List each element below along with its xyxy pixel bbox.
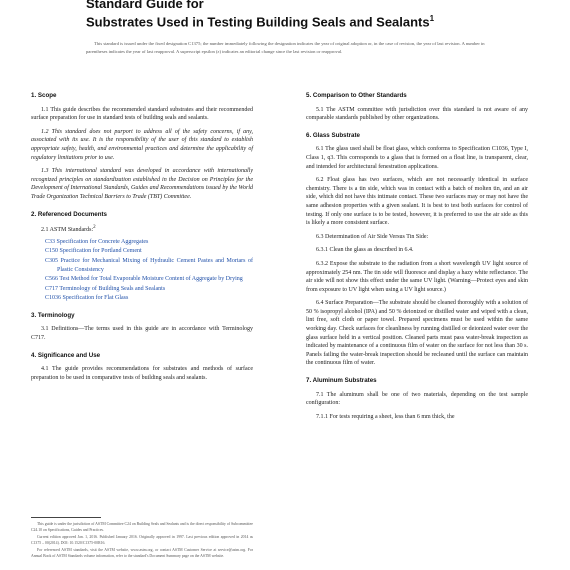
reference-item[interactable] bbox=[37, 247, 253, 256]
reference-title[interactable]: Terminology of Building Seals and Sealants bbox=[59, 285, 166, 292]
glass-6-1: 6.1 The glass used shall be float glass, which conforms to Specification C1036, Type I, Class 1, q3. This corresponds to a glass that is formed on a float line, is transparent, clear, and intended for architectural fenestration applications. bbox=[306, 146, 528, 170]
reference-code[interactable]: C150 bbox=[45, 248, 59, 255]
reference-code[interactable]: C717 bbox=[45, 285, 59, 292]
title-line-1: Standard Guide for bbox=[86, 0, 204, 11]
reference-item[interactable] bbox=[37, 285, 253, 294]
glass-6-4: 6.4 Surface Preparation—The substrate should be cleaned thoroughly with a solution of 50 % isopropyl alcohol (IPA) and 50 % deionized or distilled water and wiped with a clean, lint free, soft cloth or paper towel. Prepared specimens must be used within the same working day. Check surfaces for cleanliness by running distilled or deionized water over the glass surface held in a vertical position. Cleaned parts must pass water-break inspection as indicated by maintenance of a continuous film of water on the surface for not less than 30 s. Panels failing the water-break inspection should be recleaned until the surface can maintain the continuous film of water. bbox=[306, 300, 528, 367]
section-glass-substrate-title: 6. Glass Substrate bbox=[306, 131, 360, 139]
reference-item[interactable] bbox=[37, 275, 253, 284]
comparison-5-1: 5.1 The ASTM committee with jurisdiction over this standard is not aware of any comparable standards published by other organizations. bbox=[306, 106, 528, 122]
footnote-edition: Current edition approved Jan. 1, 2016. Published January 2016. Originally approved in 1997. Last previous edition approved in 2014 as C1375 – 00(2014). DOI: 10.1520/C1375-00R16. bbox=[31, 535, 253, 545]
section-scope-title: 1. Scope bbox=[31, 92, 57, 99]
astm-standards-label: 2.1 ASTM Standards: bbox=[41, 227, 94, 234]
glass-6-3-2: 6.3.2 Expose the substrate to the radiation from a short wavelength UV light source of approximately 254 nm. The tin side will fluoresce and display a hazy white reflectance. The air side will not show this effect under the same UV light. (Warning—Protect eyes and skin from exposure to UV light when using a UV light source.) bbox=[306, 260, 528, 293]
terminology-3-1: 3.1 Definitions—The terms used in this guide are in accordance with Terminology C717. bbox=[31, 326, 253, 342]
reference-code[interactable]: C33 bbox=[45, 238, 56, 245]
left-column bbox=[31, 88, 253, 387]
astm-standards-footnote-marker: 2 bbox=[93, 225, 96, 231]
aluminum-7-1: 7.1 The aluminum shall be one of two materials, depending on the test sample configuration: bbox=[306, 391, 528, 407]
glass-6-3: 6.3 Determination of Air Side Versus Tin Side: bbox=[316, 233, 429, 240]
footnotes bbox=[31, 522, 253, 562]
aluminum-7-1-1: 7.1.1 For tests requiring a sheet, less than 6 mm thick, the bbox=[316, 413, 455, 420]
section-terminology-title: 3. Terminology bbox=[31, 311, 75, 319]
reference-title[interactable]: Practice for Mechanical Mixing of Hydraulic Cement Pastes and Mortars of Plastic Consistency bbox=[57, 257, 254, 273]
reference-item[interactable] bbox=[37, 238, 253, 247]
right-column bbox=[306, 88, 528, 426]
section-significance-title: 4. Significance and Use bbox=[31, 351, 101, 359]
section-referenced-documents-title: 2. Referenced Documents bbox=[31, 210, 107, 218]
scope-1-2: 1.2 This standard does not purport to address all of the safety concerns, if any, associated with its use. It is the responsibility of the user of this standard to establish appropriate safety, health, and environmental practices and determine the applicability of regulatory limitations prior to use. bbox=[31, 128, 253, 161]
reference-item[interactable] bbox=[37, 257, 253, 274]
footnote-referenced-standards: For referenced ASTM standards, visit the ASTM website, www.astm.org, or contact ASTM Customer Service at service@astm.org. For Annual Book of ASTM Standards volume information, refer to the standard's Document Summary page on the ASTM website. bbox=[31, 548, 253, 558]
title-footnote-marker: 1 bbox=[429, 14, 435, 23]
footnote-divider bbox=[31, 517, 101, 518]
reference-title[interactable]: Test Method for Total Evaporable Moisture Content of Aggregate by Drying bbox=[59, 276, 243, 283]
section-comparison-title: 5. Comparison to Other Standards bbox=[306, 92, 407, 99]
document-title bbox=[86, 0, 526, 29]
significance-4-1: 4.1 The guide provides recommendations for substrates and methods of surface preparation to be used in comparative tests of building seals and sealants. bbox=[31, 366, 253, 381]
reference-item[interactable] bbox=[37, 294, 253, 303]
glass-6-3-1: 6.3.1 Clean the glass as described in 6.4. bbox=[316, 247, 414, 254]
reference-code[interactable]: C1036 bbox=[45, 295, 62, 302]
reference-title[interactable]: Specification for Flat Glass bbox=[62, 295, 129, 302]
section-aluminum-substrates-title: 7. Aluminum Substrates bbox=[306, 377, 377, 385]
reference-title[interactable]: Specification for Concrete Aggregates bbox=[56, 238, 149, 245]
scope-1-1: 1.1 This guide describes the recommended standard substrates and their recommended surface preparation for use in standard tests of building seals and sealants. bbox=[31, 106, 253, 122]
scope-1-3: 1.3 This international standard was developed in accordance with internationally recognized principles on standardization established in the Decision on Principles for the Development of International Standards, Guides and Recommendations issued by the World Trade Organization Technical Barriers to Trade (TBT) Committee. bbox=[31, 168, 253, 200]
reference-title[interactable]: Specification for Portland Cement bbox=[59, 248, 142, 255]
reference-code[interactable]: C566 bbox=[45, 276, 59, 283]
designation-note: This standard is issued under the fixed designation C1375; the number immediately following the designation indicates the year of original adoption or, in the case of revision, the year of last revision. A number in parentheses indicates the year of last reapproval. A superscript epsilon (ε) indicates an editorial change since the last revision or reapproval. bbox=[86, 41, 485, 54]
reference-code[interactable]: C305 bbox=[45, 257, 59, 264]
footnote-jurisdiction: This guide is under the jurisdiction of ASTM Committee C24 on Building Seals and Sealants and is the direct responsibility of Subcommittee C24.10 on Specifications, Guides and Practices. bbox=[31, 522, 253, 532]
title-line-2: Substrates Used in Testing Building Seals and Sealants bbox=[86, 14, 430, 30]
glass-6-2: 6.2 Float glass has two surfaces, which are not necessarily identical in surface chemistry. There is a tin side, which was in contact with a batch of molten tin, and an air side, which did not have this intimate contact. These two surfaces may or may not have the same adhesion properties with a given sealant. It is best to test both surfaces for control of testing. If only one surface is to be tested, however, it is preferred to use the air side as this is likely a more consistent surface. bbox=[306, 177, 528, 227]
